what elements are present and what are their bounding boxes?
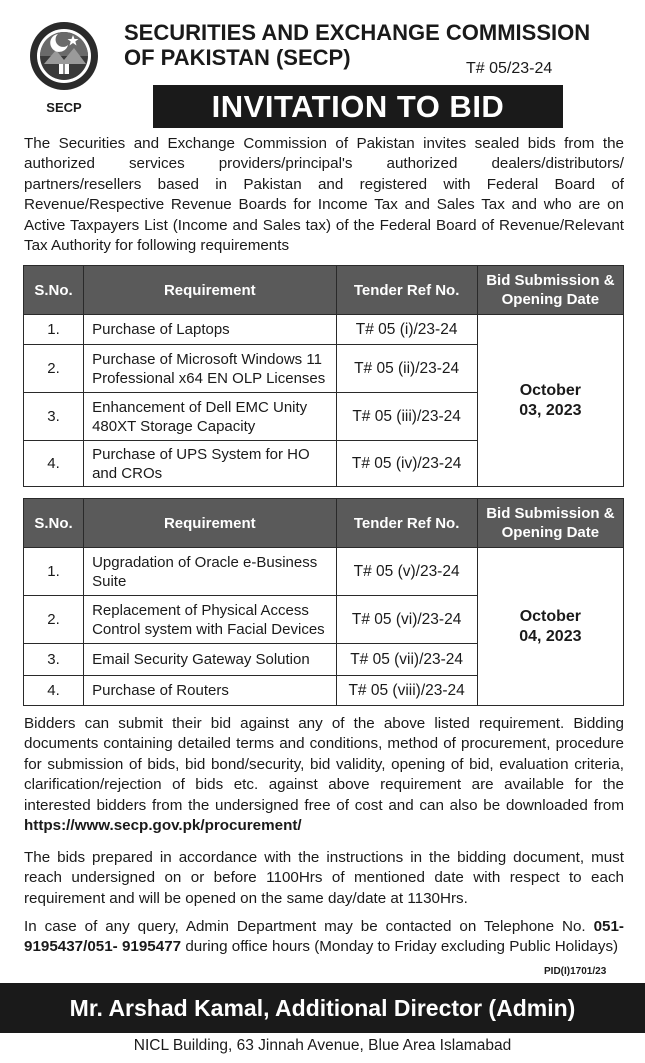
deadline-paragraph: The bids prepared in accordance with the instructions in the bidding document, must reach undersigned on or before 1100Hrs of mentioned date with respect to each requirement and will be opened on the same day/date at 1130Hrs.	[24, 849, 624, 907]
row-requirement: Enhancement of Dell EMC Unity 480XT Storage Capacity	[84, 393, 336, 441]
row-sno: 1.	[24, 315, 84, 345]
row-tender-ref: T# 05 (i)/23-24	[336, 315, 477, 345]
org-name-line-2: OF PAKISTAN (SECP)	[124, 45, 351, 70]
secp-logo	[22, 18, 106, 118]
header-sno: S.No.	[24, 499, 84, 548]
page-title: INVITATION TO BID	[153, 85, 563, 128]
tender-number: T# 05/23-24	[466, 60, 553, 77]
row-tender-ref: T# 05 (vi)/23-24	[336, 596, 477, 644]
organization-name	[124, 20, 634, 70]
row-sno: 3.	[24, 393, 84, 441]
bid-date	[477, 548, 623, 706]
row-sno: 2.	[24, 345, 84, 393]
header-requirement: Requirement	[84, 499, 336, 548]
row-tender-ref: T# 05 (iv)/23-24	[336, 441, 477, 487]
requirements-table-2	[23, 498, 624, 706]
header-requirement: Requirement	[84, 266, 336, 315]
table-row	[24, 315, 624, 345]
phone-numbers: 051-9195437/051- 9195477	[24, 918, 624, 956]
table-header-row	[24, 499, 624, 548]
header	[0, 0, 645, 125]
requirements-table-1	[23, 265, 624, 487]
bid-date-month: October	[519, 607, 582, 625]
row-sno: 3.	[24, 644, 84, 676]
row-tender-ref: T# 05 (vii)/23-24	[336, 644, 477, 676]
procurement-link[interactable]: https://www.secp.gov.pk/procurement/	[24, 817, 302, 835]
row-requirement: Purchase of UPS System for HO and CROs	[84, 441, 336, 487]
row-sno: 2.	[24, 596, 84, 644]
logo-text: SECP	[46, 100, 82, 115]
header-tender-ref: Tender Ref No.	[336, 499, 477, 548]
row-sno: 4.	[24, 676, 84, 706]
bid-date-month: October	[519, 381, 582, 399]
table-header-row	[24, 266, 624, 315]
table-row	[24, 548, 624, 596]
row-tender-ref: T# 05 (v)/23-24	[336, 548, 477, 596]
bidders-paragraph	[24, 714, 624, 836]
row-sno: 1.	[24, 548, 84, 596]
row-tender-ref: T# 05 (ii)/23-24	[336, 345, 477, 393]
row-tender-ref: T# 05 (iii)/23-24	[336, 393, 477, 441]
header-date: Bid Submission & Opening Date	[477, 266, 623, 315]
query-text-start: In case of any query, Admin Department may be contacted on Telephone No.	[24, 918, 586, 935]
row-requirement: Upgradation of Oracle e-Business Suite	[84, 548, 336, 596]
address: NICL Building, 63 Jinnah Avenue, Blue Area Islamabad	[133, 1037, 512, 1054]
bid-date-day-year: 04, 2023	[519, 627, 582, 645]
query-paragraph	[24, 917, 624, 958]
pid-code: PID(I)1701/23	[544, 966, 607, 977]
bid-date	[477, 315, 623, 487]
query-text-end: during office hours (Monday to Friday excluding Public Holidays)	[185, 938, 619, 956]
bid-date-day-year: 03, 2023	[519, 401, 582, 419]
signatory-name: Mr. Arshad Kamal, Additional Director (Admin)	[0, 983, 645, 1033]
header-date: Bid Submission & Opening Date	[477, 499, 623, 548]
bidders-text: Bidders can submit their bid against any of the above listed requirement. Bidding documents containing detailed terms and conditions, method of procurement, procedure for submission of bids, bid bond/security, bid validity, opening of bid, evaluation criteria, clarification/rejection of bids etc. against above requirement are available for the interested bidders from the undersigned free of cost and can also be downloaded from	[24, 715, 624, 814]
header-tender-ref: Tender Ref No.	[336, 266, 477, 315]
row-requirement: Email Security Gateway Solution	[84, 644, 336, 676]
header-sno: S.No.	[24, 266, 84, 315]
row-requirement: Replacement of Physical Access Control system with Facial Devices	[84, 596, 336, 644]
row-sno: 4.	[24, 441, 84, 487]
row-requirement: Purchase of Laptops	[84, 315, 336, 345]
row-tender-ref: T# 05 (viii)/23-24	[336, 676, 477, 706]
row-requirement: Purchase of Routers	[84, 676, 336, 706]
org-name-line-1: SECURITIES AND EXCHANGE COMMISSION	[124, 20, 591, 45]
intro-paragraph: The Securities and Exchange Commission of Pakistan invites sealed bids from the authorized services providers/principal's authorized dealers/distributors/ partners/resellers based in Pakistan and registered with Federal Board of Revenue/Respective Revenue Boards for Income Tax and Sales Tax and who are on Active Taxpayers List (Income and Sales tax) of the Federal Board of Revenue/Relevant Tax Authority for following requirements	[24, 135, 624, 255]
row-requirement: Purchase of Microsoft Windows 11 Professional x64 EN OLP Licenses	[84, 345, 336, 393]
